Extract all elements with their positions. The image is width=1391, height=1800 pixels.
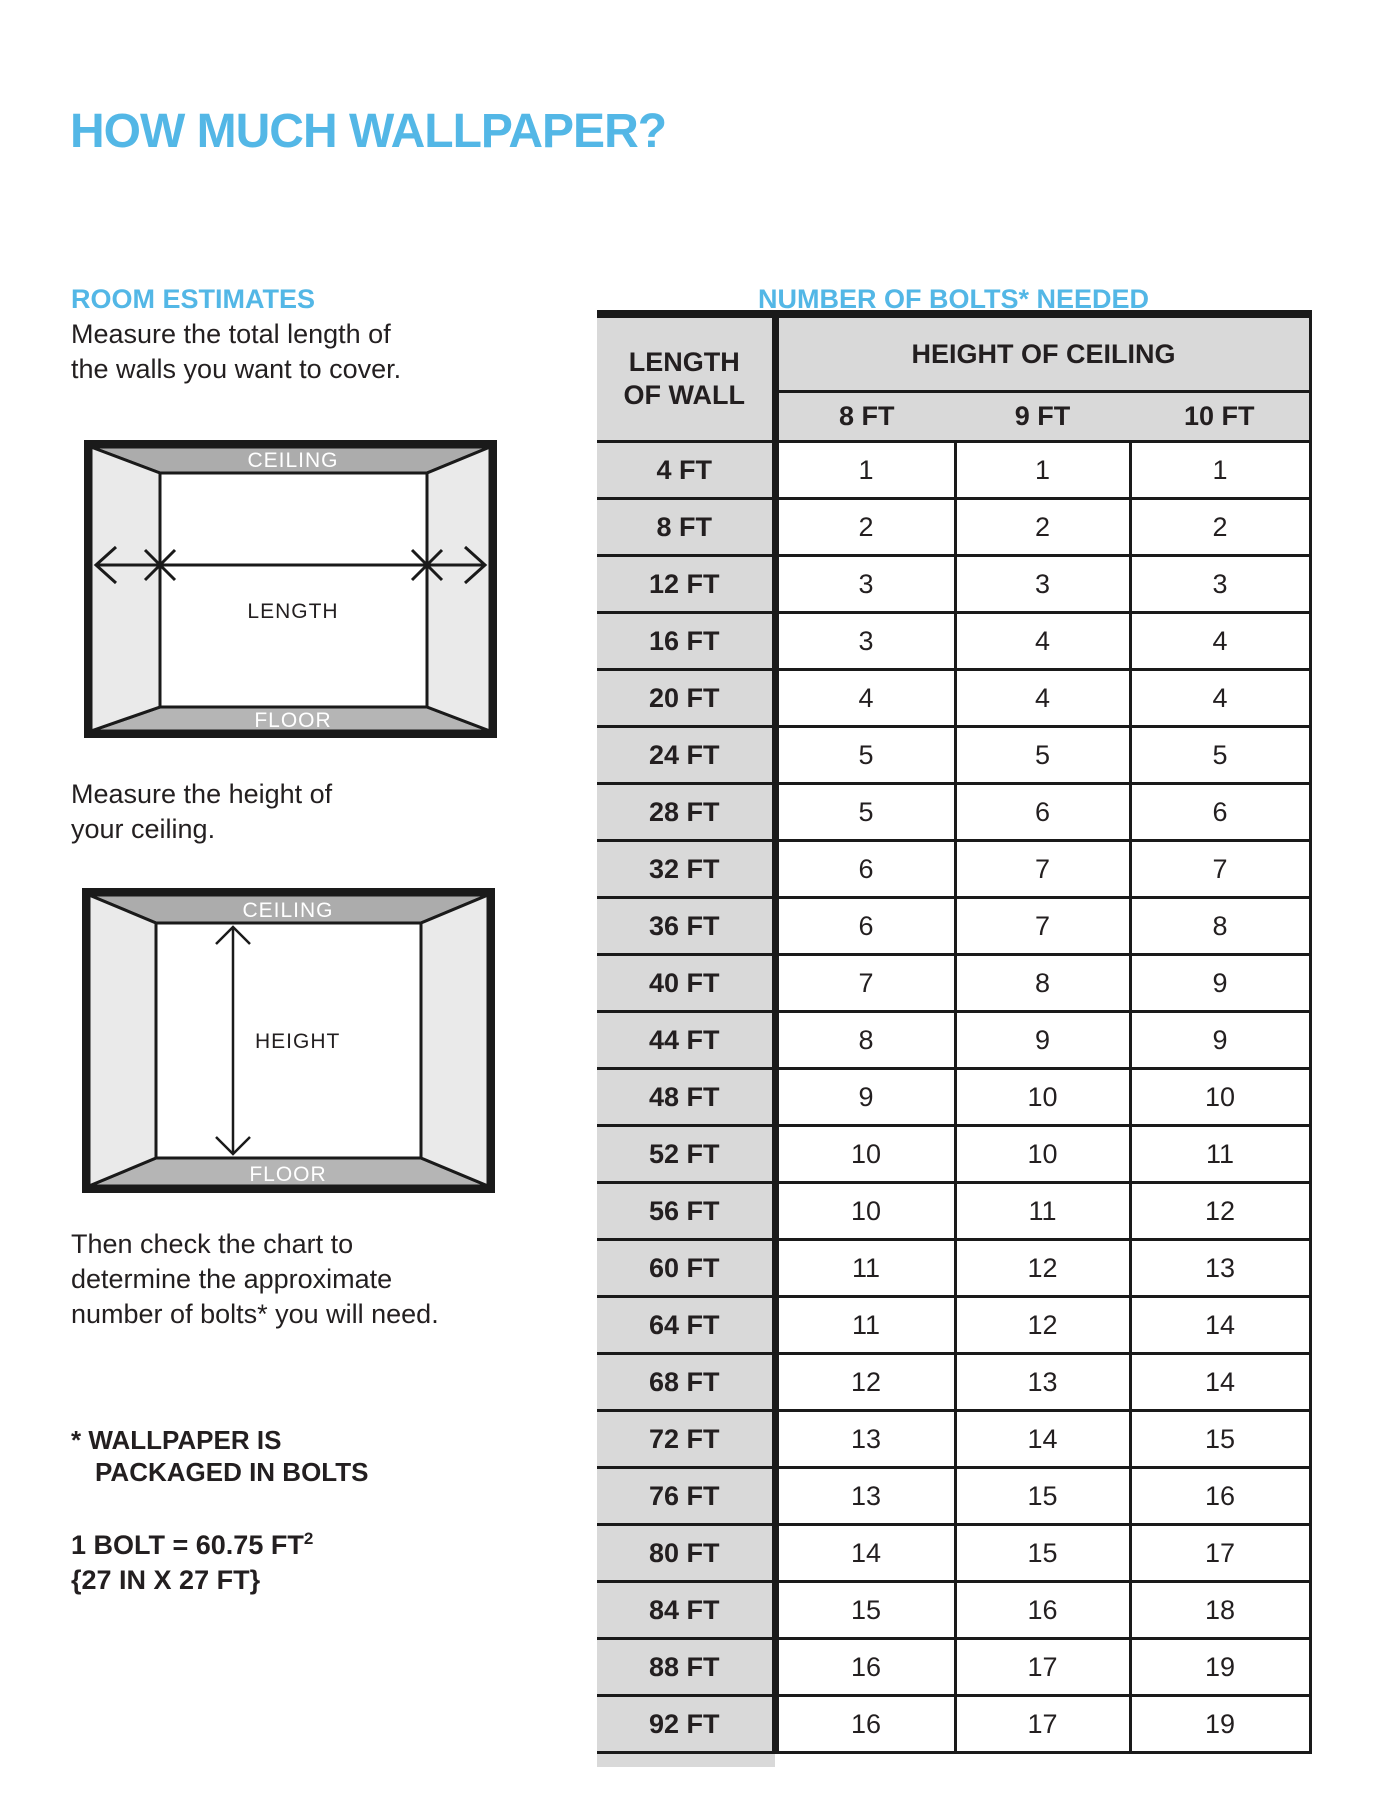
- bolts-10ft-cell: 14: [1130, 1354, 1310, 1411]
- bolts-8ft-cell: 11: [775, 1240, 955, 1297]
- wall-length-cell: 56 FT: [597, 1183, 775, 1240]
- room-estimates-heading: ROOM ESTIMATES: [71, 284, 316, 315]
- table-row: [597, 898, 1310, 955]
- table-row: [597, 1069, 1310, 1126]
- bolts-10ft-cell: 15: [1130, 1411, 1310, 1468]
- floor-label: FLOOR: [254, 709, 332, 732]
- bolts-9ft-cell: 15: [955, 1525, 1130, 1582]
- wall-length-cell: 72 FT: [597, 1411, 775, 1468]
- bolts-9ft-cell: 14: [955, 1411, 1130, 1468]
- bolt-formula-exponent: 2: [303, 1529, 314, 1548]
- bolts-9ft-cell: 12: [955, 1297, 1130, 1354]
- bolts-10ft-cell: 19: [1130, 1639, 1310, 1696]
- wall-length-cell: 76 FT: [597, 1468, 775, 1525]
- table-row: [597, 1411, 1310, 1468]
- table-row: [597, 613, 1310, 670]
- room-length-diagram: [84, 440, 497, 738]
- bolts-9ft-cell: 12: [955, 1240, 1130, 1297]
- bolts-10ft-cell: 19: [1130, 1696, 1310, 1753]
- bolts-table-container: [597, 310, 1310, 1767]
- bolt-dimensions: {27 IN X 27 FT}: [71, 1565, 261, 1595]
- bolts-9ft-cell: 8: [955, 955, 1130, 1012]
- bolts-9ft-cell: 16: [955, 1582, 1130, 1639]
- instruction-measure-length: [71, 317, 401, 387]
- bolt-size-info: [71, 1521, 313, 1598]
- bolts-9ft-cell: 9: [955, 1012, 1130, 1069]
- bolts-10ft-cell: 16: [1130, 1468, 1310, 1525]
- bolts-10ft-cell: 9: [1130, 955, 1310, 1012]
- bolts-8ft-cell: 15: [775, 1582, 955, 1639]
- bolts-10ft-cell: 1: [1130, 442, 1310, 499]
- wall-length-cell: 48 FT: [597, 1069, 775, 1126]
- table-row: [597, 1582, 1310, 1639]
- bolts-needed-heading: NUMBER OF BOLTS* NEEDED: [757, 284, 1149, 315]
- bolts-9ft-cell: 10: [955, 1069, 1130, 1126]
- table-row: [597, 955, 1310, 1012]
- wall-length-cell: 8 FT: [597, 499, 775, 556]
- bolt-formula-text: 1 BOLT = 60.75 FT: [71, 1530, 304, 1560]
- bolts-8ft-cell: 5: [775, 784, 955, 841]
- table-row: [597, 1126, 1310, 1183]
- right-wall-panel: [427, 447, 490, 731]
- footnote-line: PACKAGED IN BOLTS: [95, 1457, 369, 1487]
- bolts-8ft-cell: 6: [775, 841, 955, 898]
- instruction-line: Measure the height of: [71, 779, 333, 809]
- wall-length-cell: 36 FT: [597, 898, 775, 955]
- bolts-10ft-cell: 4: [1130, 670, 1310, 727]
- bolts-10ft-cell: 3: [1130, 556, 1310, 613]
- bolts-8ft-cell: 16: [775, 1639, 955, 1696]
- wall-length-cell: 4 FT: [597, 442, 775, 499]
- bolts-8ft-cell: 5: [775, 727, 955, 784]
- wall-length-cell: 44 FT: [597, 1012, 775, 1069]
- bolts-8ft-cell: 10: [775, 1183, 955, 1240]
- bolts-9ft-cell: 11: [955, 1183, 1130, 1240]
- floor-label: FLOOR: [249, 1163, 327, 1186]
- wall-length-cell: 24 FT: [597, 727, 775, 784]
- table-row: [597, 670, 1310, 727]
- instruction-line: number of bolts* you will need.: [71, 1299, 439, 1329]
- bolts-10ft-cell: 7: [1130, 841, 1310, 898]
- column-header-9ft: 9 FT: [955, 392, 1130, 442]
- bolts-9ft-cell: 7: [955, 898, 1130, 955]
- table-row: [597, 1696, 1310, 1753]
- wall-length-cell: 16 FT: [597, 613, 775, 670]
- length-header-line: LENGTH: [628, 347, 740, 377]
- left-wall-panel: [91, 447, 160, 731]
- table-row: [597, 1639, 1310, 1696]
- table-row: [597, 1354, 1310, 1411]
- bolts-10ft-cell: 18: [1130, 1582, 1310, 1639]
- bolts-footnote: [71, 1424, 368, 1488]
- table-row: [597, 556, 1310, 613]
- bolts-8ft-cell: 11: [775, 1297, 955, 1354]
- bolts-8ft-cell: 13: [775, 1411, 955, 1468]
- instruction-line: your ceiling.: [71, 814, 216, 844]
- wall-length-cell: 80 FT: [597, 1525, 775, 1582]
- bolts-8ft-cell: 7: [775, 955, 955, 1012]
- wall-length-cell: 84 FT: [597, 1582, 775, 1639]
- height-of-ceiling-header: HEIGHT OF CEILING: [775, 314, 1310, 392]
- bolts-8ft-cell: 3: [775, 613, 955, 670]
- footnote-line: * WALLPAPER IS: [71, 1425, 282, 1455]
- bolts-9ft-cell: 17: [955, 1696, 1130, 1753]
- length-header-line: OF WALL: [623, 380, 745, 410]
- room-height-diagram: [82, 888, 495, 1193]
- table-row: [597, 1297, 1310, 1354]
- wall-length-cell: 68 FT: [597, 1354, 775, 1411]
- wall-length-cell: 88 FT: [597, 1639, 775, 1696]
- bolts-9ft-cell: 2: [955, 499, 1130, 556]
- bolts-9ft-cell: 4: [955, 613, 1130, 670]
- bolts-8ft-cell: 4: [775, 670, 955, 727]
- wall-length-cell: 60 FT: [597, 1240, 775, 1297]
- wall-length-cell: 52 FT: [597, 1126, 775, 1183]
- bolts-10ft-cell: 5: [1130, 727, 1310, 784]
- table-row: [597, 841, 1310, 898]
- bolts-10ft-cell: 14: [1130, 1297, 1310, 1354]
- table-bottom-gray-strip: [597, 1754, 775, 1767]
- bolts-table: [597, 310, 1312, 1754]
- bolts-8ft-cell: 2: [775, 499, 955, 556]
- instruction-check-chart: [71, 1227, 439, 1332]
- wall-length-cell: 28 FT: [597, 784, 775, 841]
- wall-length-cell: 20 FT: [597, 670, 775, 727]
- bolts-10ft-cell: 13: [1130, 1240, 1310, 1297]
- column-header-8ft: 8 FT: [775, 392, 955, 442]
- wall-length-cell: 12 FT: [597, 556, 775, 613]
- bolts-9ft-cell: 15: [955, 1468, 1130, 1525]
- ceiling-label: CEILING: [247, 449, 339, 472]
- bolts-9ft-cell: 6: [955, 784, 1130, 841]
- wall-length-cell: 92 FT: [597, 1696, 775, 1753]
- table-row: [597, 784, 1310, 841]
- instruction-measure-height: [71, 777, 332, 847]
- table-row: [597, 442, 1310, 499]
- bolts-9ft-cell: 1: [955, 442, 1130, 499]
- length-label: LENGTH: [247, 600, 339, 623]
- bolts-8ft-cell: 16: [775, 1696, 955, 1753]
- bolt-formula: [71, 1521, 313, 1563]
- bolts-9ft-cell: 7: [955, 841, 1130, 898]
- wall-length-cell: 40 FT: [597, 955, 775, 1012]
- bolts-10ft-cell: 2: [1130, 499, 1310, 556]
- bolts-9ft-cell: 10: [955, 1126, 1130, 1183]
- bolts-9ft-cell: 3: [955, 556, 1130, 613]
- wall-length-cell: 64 FT: [597, 1297, 775, 1354]
- bolts-8ft-cell: 10: [775, 1126, 955, 1183]
- bolts-table-body: [597, 442, 1310, 1753]
- instruction-line: the walls you want to cover.: [71, 354, 402, 384]
- bolts-8ft-cell: 14: [775, 1525, 955, 1582]
- bolts-8ft-cell: 12: [775, 1354, 955, 1411]
- bolts-8ft-cell: 13: [775, 1468, 955, 1525]
- back-wall-panel: [160, 473, 427, 707]
- bolts-8ft-cell: 9: [775, 1069, 955, 1126]
- bolts-8ft-cell: 6: [775, 898, 955, 955]
- wall-length-cell: 32 FT: [597, 841, 775, 898]
- instruction-line: Then check the chart to: [71, 1229, 354, 1259]
- table-row: [597, 1240, 1310, 1297]
- bolts-8ft-cell: 3: [775, 556, 955, 613]
- length-of-wall-header: [597, 314, 775, 442]
- bolts-10ft-cell: 4: [1130, 613, 1310, 670]
- page-title: HOW MUCH WALLPAPER?: [70, 105, 667, 159]
- height-label: HEIGHT: [255, 1030, 341, 1053]
- bolts-10ft-cell: 9: [1130, 1012, 1310, 1069]
- bolts-9ft-cell: 13: [955, 1354, 1130, 1411]
- column-header-10ft: 10 FT: [1130, 392, 1310, 442]
- table-row: [597, 1525, 1310, 1582]
- instruction-line: determine the approximate: [71, 1264, 393, 1294]
- right-wall-panel: [421, 895, 488, 1186]
- bolts-9ft-cell: 4: [955, 670, 1130, 727]
- table-row: [597, 1468, 1310, 1525]
- bolts-9ft-cell: 5: [955, 727, 1130, 784]
- table-row: [597, 727, 1310, 784]
- bolts-10ft-cell: 17: [1130, 1525, 1310, 1582]
- table-row: [597, 499, 1310, 556]
- table-row: [597, 1012, 1310, 1069]
- bolts-10ft-cell: 11: [1130, 1126, 1310, 1183]
- bolts-8ft-cell: 1: [775, 442, 955, 499]
- bolts-10ft-cell: 8: [1130, 898, 1310, 955]
- table-row: [597, 1183, 1310, 1240]
- bolts-10ft-cell: 12: [1130, 1183, 1310, 1240]
- ceiling-label: CEILING: [242, 899, 334, 922]
- bolts-9ft-cell: 17: [955, 1639, 1130, 1696]
- bolts-10ft-cell: 10: [1130, 1069, 1310, 1126]
- instruction-line: Measure the total length of: [71, 319, 391, 349]
- left-wall-panel: [89, 895, 156, 1186]
- bolts-10ft-cell: 6: [1130, 784, 1310, 841]
- bolts-8ft-cell: 8: [775, 1012, 955, 1069]
